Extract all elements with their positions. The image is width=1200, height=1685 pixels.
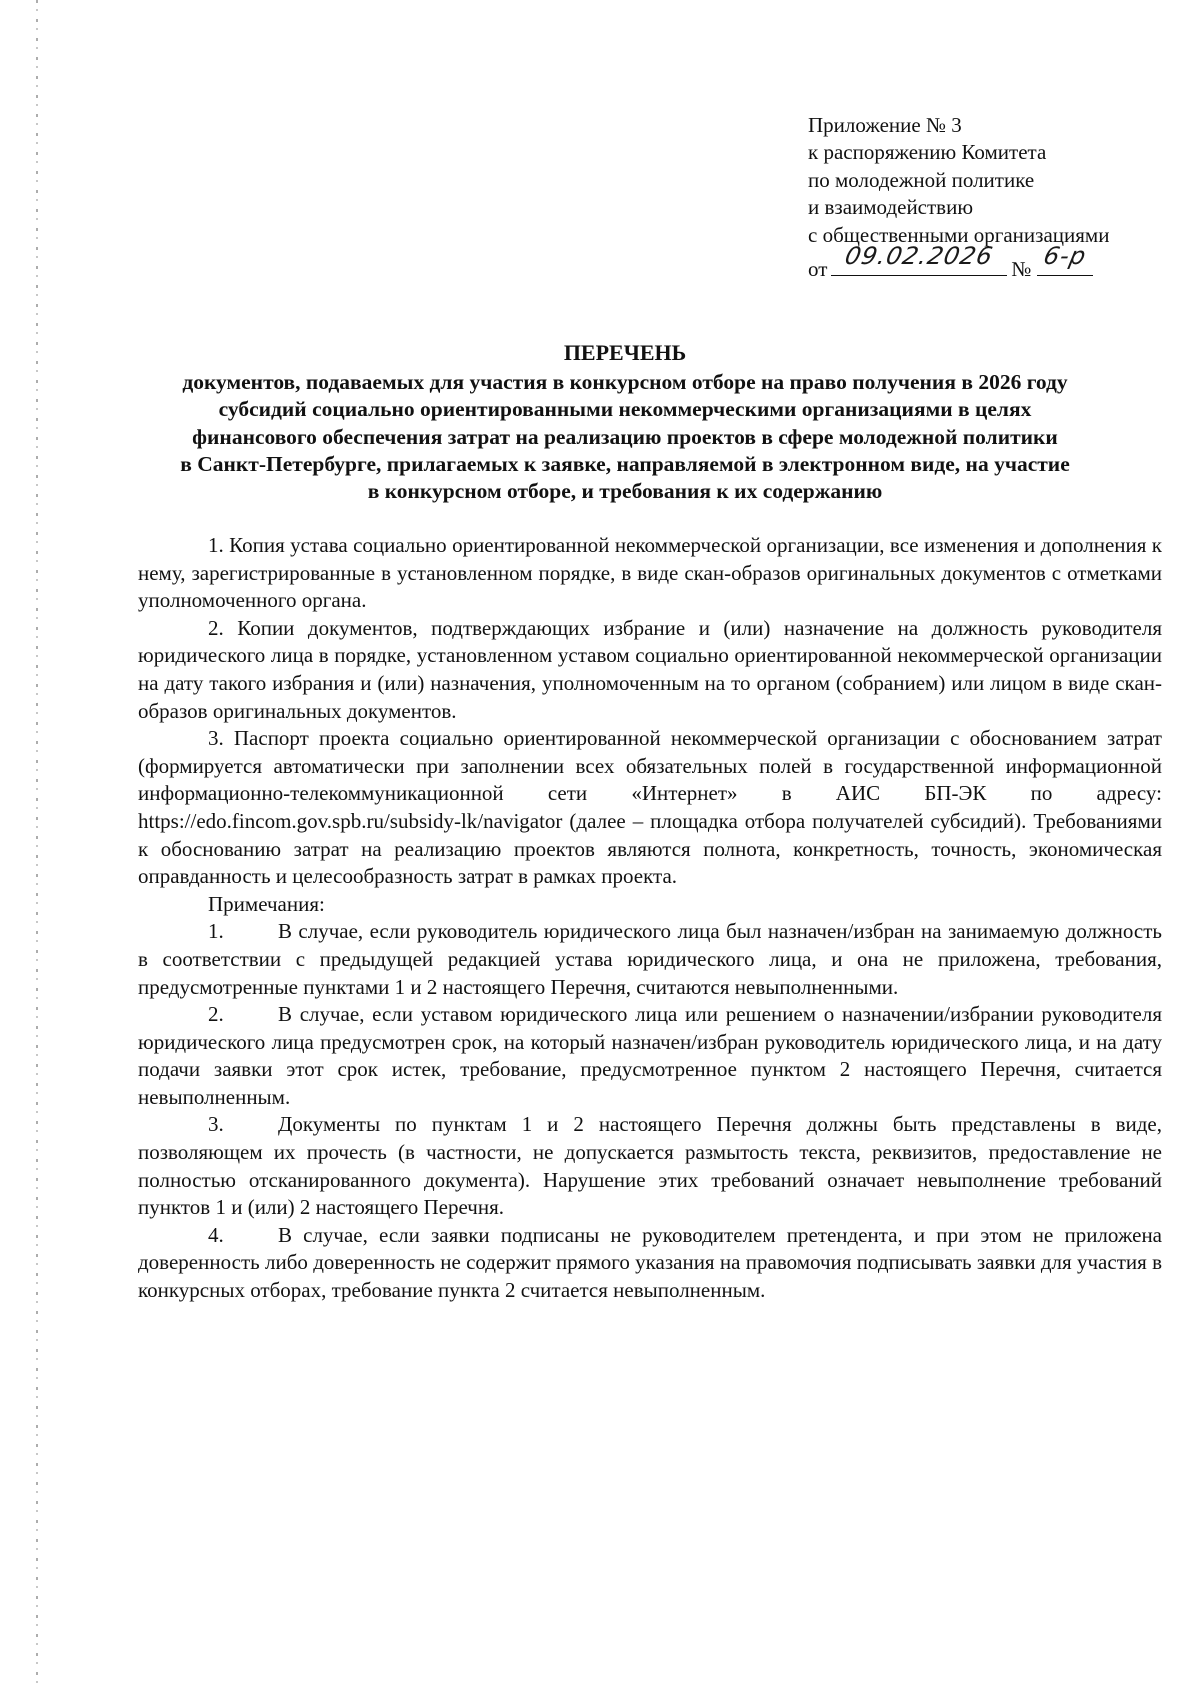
note-item <box>138 1222 1162 1305</box>
note-item <box>138 918 1162 1001</box>
title-main: ПЕРЕЧЕНЬ <box>563 340 687 365</box>
date-number-row <box>808 242 1188 282</box>
document-body <box>138 532 1162 1305</box>
appendix-line: к распоряжению Комитета <box>808 140 1047 165</box>
note-number: 2. <box>208 1002 224 1027</box>
appendix-line: по молодежной политике <box>808 167 1035 192</box>
list-item-3: 3. Паспорт проекта социально ориентированной некоммерческой организации с обоснованием затрат (формируется автоматически при заполнении всех обязательных полей в государственной информационной информационно-телекоммуникационной сети «Интернет» в АИС БП-ЭК по адресу: https://edo.fincom.gov.spb.ru/subsidy-lk/navigator (далее – площадка отбора получателей субсидий). Требованиями к обоснованию затрат на реализацию проектов являются полнота, конкретность, точность, экономическая оправданность и целесообразность затрат в рамках проекта. <box>138 726 1162 889</box>
note-number: 1. <box>208 919 224 944</box>
title-line: финансового обеспечения затрат на реализацию проектов в сфере молодежной политики <box>192 424 1058 449</box>
note-item <box>138 1111 1162 1221</box>
appendix-header <box>808 112 1188 282</box>
note-number: 3. <box>208 1112 224 1137</box>
note-item <box>138 1001 1162 1111</box>
note-text: Документы по пунктам 1 и 2 настоящего Перечня должны быть представлены в виде, позволяющем их прочесть (в частности, не допускается размытость текста, реквизитов, предоставление не полностью отсканированного документа). Нарушение этих требований означает невыполнение требований пунктов 1 и (или) 2 настоящего Перечня. <box>138 1112 1162 1220</box>
list-item-2: 2. Копии документов, подтверждающих избрание и (или) назначение на должность руководителя юридического лица в порядке, установленном уставом социально ориентированной некоммерческой организации на дату такого избрания и (или) назначения, уполномоченным на то органом (собранием) или лицом в виде скан-образов оригинальных документов. <box>138 615 1162 723</box>
note-text: В случае, если руководитель юридического лица был назначен/избран на занимаемую должность в соответствии с предыдущей редакцией устава юридического лица, и она не приложена, требования, предусмотренные пунктами 1 и 2 настоящего Перечня, считаются невыполненными. <box>138 919 1162 999</box>
list-item-1: 1. Копия устава социально ориентированной некоммерческой организации, все изменения и дополнения к нему, зарегистрированные в установленном порядке, в виде скан-образов оригинальных документов с отметками уполномоченного органа. <box>138 533 1162 613</box>
date-field <box>831 242 1007 276</box>
handwritten-date: 09.02.2026 <box>842 242 997 271</box>
from-label: от <box>808 257 828 282</box>
notes-heading: Примечания: <box>208 891 325 916</box>
number-label: № <box>1011 257 1032 282</box>
title-line: в Санкт-Петербурге, прилагаемых к заявке, направляемой в электронном виде, на участие <box>180 451 1070 476</box>
title-line: в конкурсном отборе, и требования к их содержанию <box>367 479 883 504</box>
note-text: В случае, если уставом юридического лица или решением о назначении/избрании руководителя юридического лица предусмотрен срок, на который назначен/избран руководитель юридического лица, и на дату подачи заявки этот срок истек, требование, предусмотренное пунктом 2 настоящего Перечня, считается невыполненным. <box>138 1002 1162 1109</box>
appendix-line: и взаимодействию <box>808 195 974 220</box>
scan-edge-artifact <box>36 0 38 1685</box>
appendix-line: Приложение № 3 <box>808 113 962 137</box>
title-line: документов, подаваемых для участия в конкурсном отборе на право получения в 2026 году <box>182 370 1068 395</box>
note-number: 4. <box>208 1222 224 1247</box>
appendix-line: с общественными организациями <box>808 222 1110 247</box>
note-text: В случае, если заявки подписаны не руководителем претендента, и при этом не приложена доверенность либо доверенность не содержит прямого указания на правомочия подписывать заявки для участия в конкурсных отборах, требование пункта 2 считается невыполненным. <box>138 1222 1162 1303</box>
number-field <box>1037 242 1093 276</box>
handwritten-number: 6-р <box>1041 242 1090 271</box>
document-title <box>90 339 1160 505</box>
title-line: субсидий социально ориентированными некоммерческими организациями в целях <box>218 397 1032 422</box>
